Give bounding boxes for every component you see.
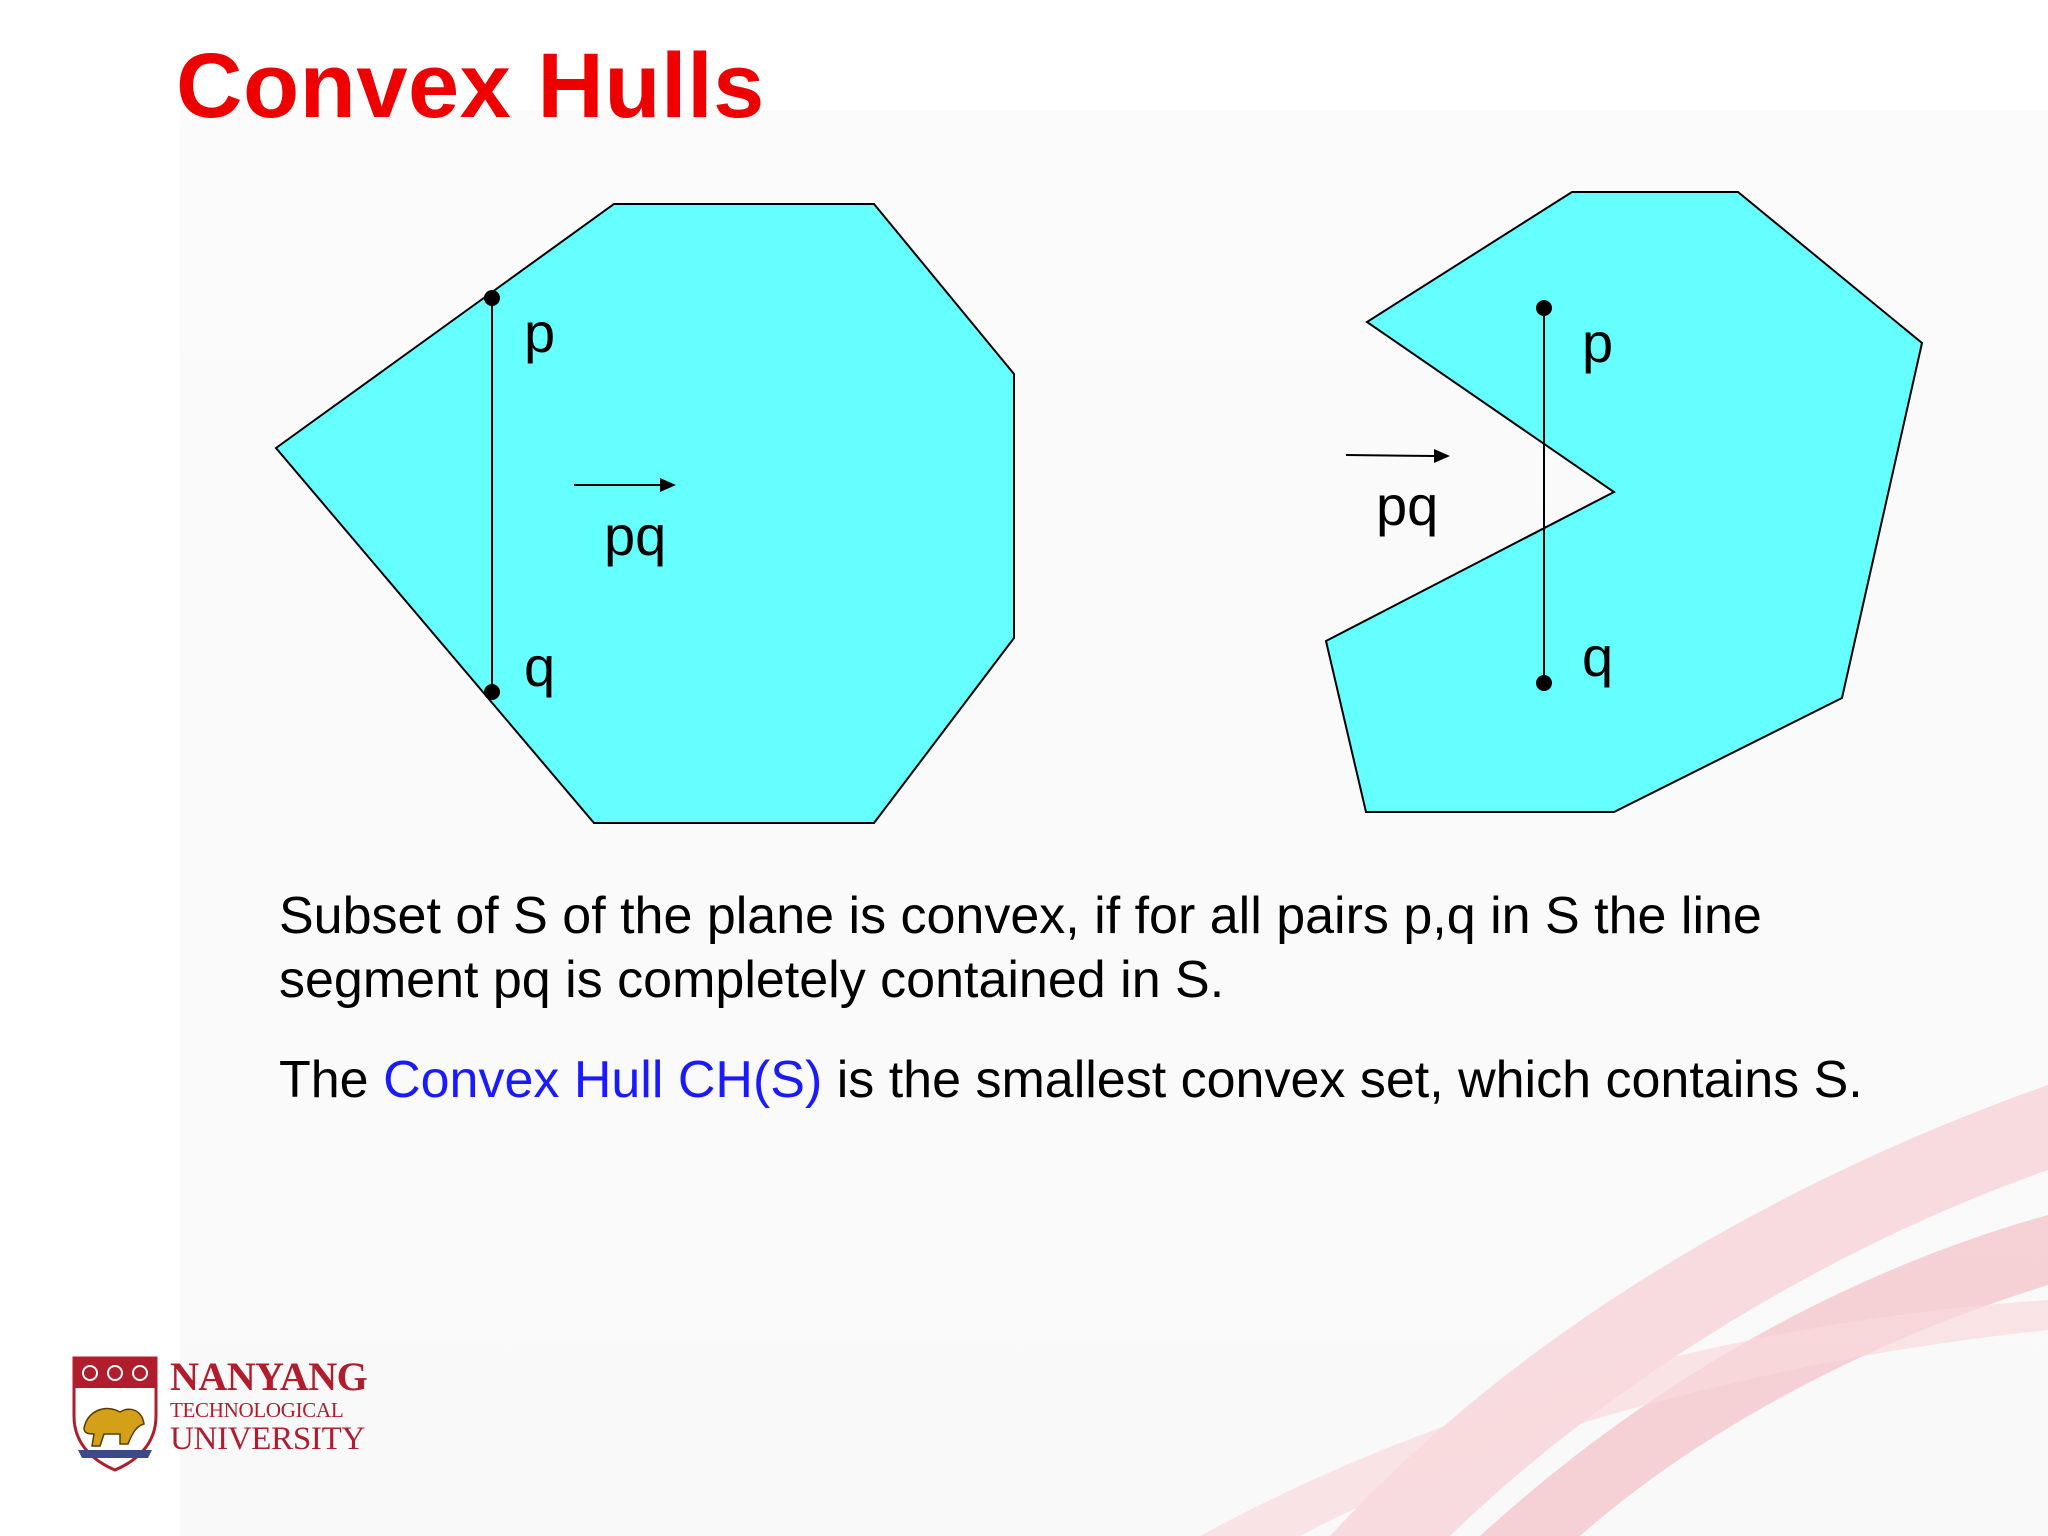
- convex-hull-term: Convex Hull CH(S): [383, 1051, 823, 1109]
- logo-line-nanyang: NANYANG: [170, 1354, 368, 1399]
- university-logo: [70, 1354, 390, 1472]
- hull-definition-prefix: The: [279, 1051, 384, 1109]
- segment-pq-label: pq: [1376, 474, 1439, 537]
- logo-line-university: UNIVERSITY: [170, 1421, 365, 1457]
- point-p-label: p: [524, 301, 556, 364]
- direction-arrow-head: [1434, 449, 1450, 463]
- convex-hull-definition-text: [279, 1048, 1899, 1112]
- direction-arrow-line: [1346, 455, 1434, 456]
- left-convex-shape: [276, 204, 1014, 823]
- slide-title: Convex Hulls: [176, 35, 765, 137]
- segment-pq-label: pq: [604, 504, 667, 567]
- point-p-dot: [484, 290, 500, 306]
- point-q-dot: [484, 684, 500, 700]
- right-nonconvex-shape: [1326, 192, 1922, 812]
- university-wordmark: [170, 1356, 367, 1456]
- point-p-label: p: [1582, 311, 1614, 374]
- convex-definition-text: Subset of S of the plane is convex, if for all pairs p,q in S the line segment pq is completely contained in S.: [279, 887, 1762, 1009]
- point-q-label: q: [524, 635, 556, 698]
- logo-line-technological: TECHNOLOGICAL: [170, 1398, 344, 1422]
- point-q-label: q: [1582, 625, 1614, 688]
- point-p-dot: [1536, 300, 1552, 316]
- point-q-dot: [1536, 675, 1552, 691]
- university-crest-icon: [70, 1354, 160, 1472]
- hull-definition-suffix: is the smallest convex set, which contains S.: [822, 1051, 1863, 1109]
